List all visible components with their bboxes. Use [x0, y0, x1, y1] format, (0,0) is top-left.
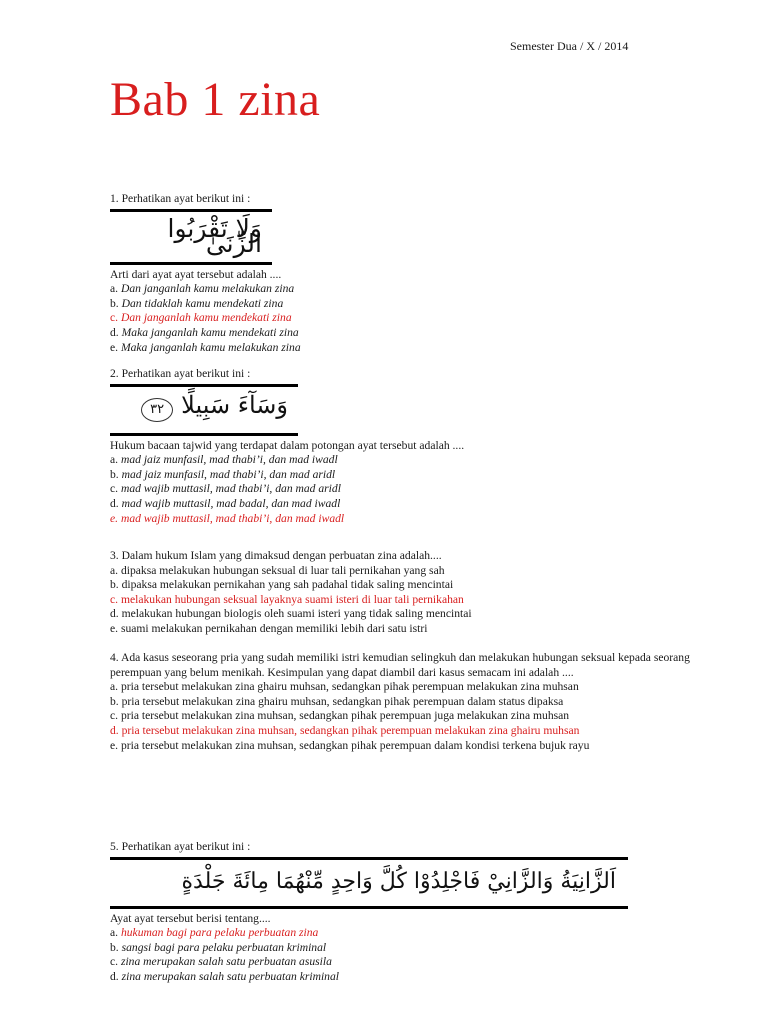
ayat-image-5: [110, 857, 628, 909]
option-3d: d. melakukan hubungan biologis oleh suami isteri yang tidak saling mencintai: [110, 607, 472, 621]
option-2b: b. mad jaiz munfasil, mad thabi’i, dan mad aridl: [110, 467, 336, 481]
option-1e: e. Maka janganlah kamu melakukan zina: [110, 340, 301, 354]
question-5-stem: Ayat ayat tersebut berisi tentang....: [110, 911, 271, 925]
verse-number-mark: ٣٢: [141, 398, 173, 422]
question-2-stem: Hukum bacaan tajwid yang terdapat dalam potongan ayat tersebut adalah ....: [110, 438, 465, 452]
question-1-prompt: 1. Perhatikan ayat berikut ini :: [110, 192, 251, 205]
option-2c: c. mad wajib muttasil, mad thabi’i, dan mad aridl: [110, 482, 341, 496]
question-1-stem: Arti dari ayat ayat tersebut adalah ....: [110, 267, 282, 281]
option-3c-answer: c. melakukan hubungan seksual layaknya suami isteri di luar tali pernikahan: [110, 592, 464, 606]
option-1c-answer: c. Dan janganlah kamu mendekati zina: [110, 311, 292, 325]
option-2a: a. mad jaiz munfasil, mad thabi’i, dan mad iwadl: [110, 453, 338, 467]
option-4b: b. pria tersebut melakukan zina ghairu muhsan, sedangkan pihak perempuan dalam status dipaksa: [110, 694, 564, 708]
option-1d: d. Maka janganlah kamu mendekati zina: [110, 325, 299, 339]
question-1: [110, 192, 710, 355]
option-4e: e. pria tersebut melakukan zina muhsan, sedangkan pihak perempuan dalam kondisi terkena bujuk rayu: [110, 738, 590, 752]
semester-header: Semester Dua / X / 2014: [510, 39, 629, 53]
question-2-prompt: 2. Perhatikan ayat berikut ini :: [110, 367, 251, 380]
question-4: [110, 651, 695, 753]
question-5-prompt: 5. Perhatikan ayat berikut ini :: [110, 840, 251, 853]
option-5a-answer: a. hukuman bagi para pelaku perbuatan zina: [110, 926, 319, 940]
ayat-image-2: [110, 384, 298, 436]
option-5b: b. sangsi bagi para pelaku perbuatan kriminal: [110, 940, 327, 954]
option-2e-answer: e. mad wajib muttasil, mad thabi’i, dan mad iwadl: [110, 511, 345, 525]
option-3b: b. dipaksa melakukan pernikahan yang sah padahal tidak saling mencintai: [110, 578, 454, 592]
question-2: [110, 367, 710, 526]
option-5c: c. zina merupakan salah satu perbuatan asusila: [110, 955, 332, 969]
option-3a: a. dipaksa melakukan hubungan seksual di luar tali pernikahan yang sah: [110, 563, 445, 577]
option-4a: a. pria tersebut melakukan zina ghairu muhsan, sedangkan pihak perempuan melakukan zina muhsan: [110, 680, 579, 694]
ayat-5-text: اَلزَّانِيَةُ وَالزَّانِيْ فَاجْلِدُوْا كُلَّ وَاحِدٍ مِّنْهُمَا مِائَةَ جَلْدَةٍ: [181, 869, 616, 895]
option-2d: d. mad wajib muttasil, mad badal, dan mad iwadl: [110, 496, 341, 510]
question-5: [110, 840, 710, 985]
option-4c: c. pria tersebut melakukan zina muhsan, sedangkan pihak perempuan juga melakukan zina muhsan: [110, 709, 570, 723]
option-4d-answer: d. pria tersebut melakukan zina muhsan, sedangkan pihak perempuan melakukan zina ghairu muhsan: [110, 723, 580, 737]
option-5d: d. zina merupakan salah satu perbuatan kriminal: [110, 969, 339, 983]
page-title: Bab 1 zina: [110, 73, 321, 126]
option-1a: a. Dan janganlah kamu melakukan zina: [110, 282, 295, 296]
ayat-2-text: وَسَآءَ سَبِيلًا٣٢: [135, 398, 288, 422]
option-1b: b. Dan tidaklah kamu mendekati zina: [110, 296, 284, 310]
question-4-stem: 4. Ada kasus seseorang pria yang sudah memiliki istri kemudian selingkuh dan melakukan hubungan seksual kepada seorang perempuan yang belum menikah. Kesimpulan yang dapat diambil dari kasus semacam ini adalah ....: [110, 651, 690, 679]
ayat-image-1: [110, 209, 272, 265]
option-3e: e. suami melakukan pernikahan dengan memiliki lebih dari satu istri: [110, 621, 428, 635]
question-3-stem: 3. Dalam hukum Islam yang dimaksud dengan perbuatan zina adalah....: [110, 549, 442, 562]
question-3: [110, 549, 710, 637]
ayat-1-text: وَلَا تَقْرَبُوا الزِّنَىٰ: [167, 214, 262, 258]
